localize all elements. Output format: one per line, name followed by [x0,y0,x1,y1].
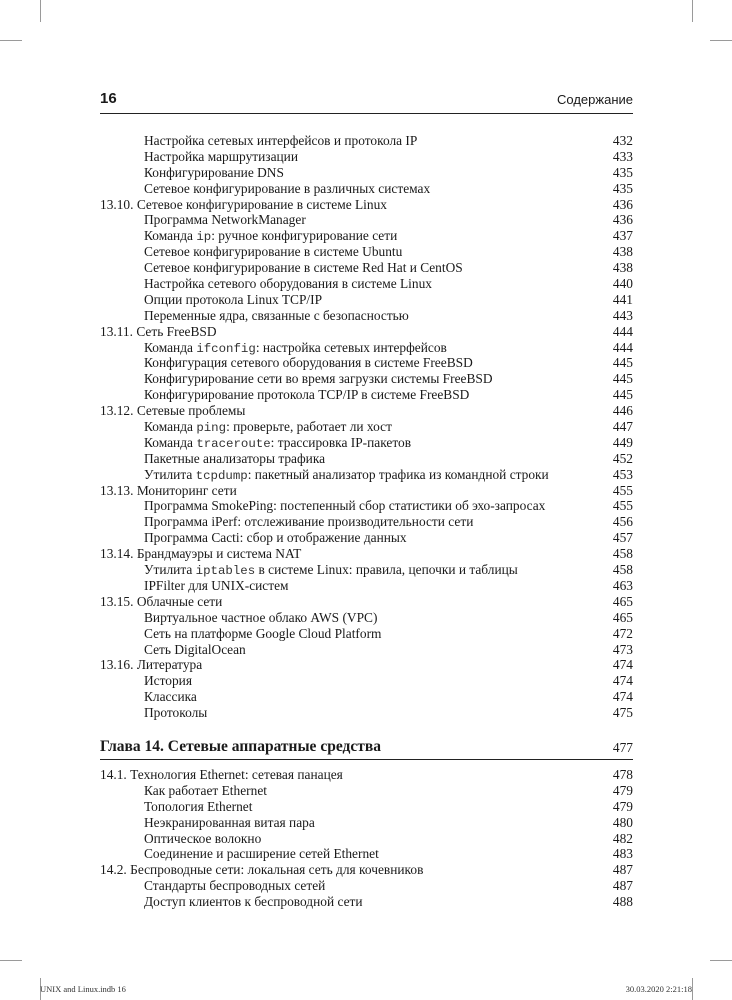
toc-entry-text: Стандарты беспроводных сетей [144,878,326,894]
toc-subsection-entry [100,642,633,658]
chapter-rule [100,759,633,760]
crop-mark [0,40,22,41]
toc-entry-page: 458 [612,546,633,562]
toc-entry-page: 479 [612,798,633,814]
toc-entry-title [144,846,379,862]
toc-entry-page: 482 [612,830,633,846]
toc-subsection-entry [100,626,633,642]
toc-entry-title [100,767,343,783]
toc-entry-title [144,212,306,228]
toc-entry-text: : ручное конфигурирование сети [211,228,398,244]
toc-entry-title [100,483,237,499]
crop-mark [692,978,693,1000]
toc-entry-page: 435 [612,180,633,196]
toc-entry-text: 13.15. Облачные сети [100,593,223,609]
toc-entry-title [100,197,387,213]
chapter-title: Глава 14. Сетевые аппаратные средства [100,737,381,755]
toc-entry-title [144,689,197,705]
toc-entry-text: 13.12. Сетевые проблемы [100,403,246,419]
toc-entry-page: 473 [612,641,633,657]
toc-subsection-entry [100,498,633,514]
toc-subsection-entry [100,815,633,831]
toc-subsection-entry [100,228,633,244]
toc-entry-text: Утилита [144,466,196,482]
toc-entry-title [144,260,463,276]
toc-entry-text: : настройка сетевых интерфейсов [255,339,447,355]
toc-entry-page: 443 [612,307,633,323]
toc-section-entry [100,594,633,610]
toc-subsection-entry [100,133,633,149]
toc-section-entry [100,767,633,783]
toc-subsection-entry [100,308,633,324]
toc-entry-text: Неэкранированная витая пара [144,814,315,830]
toc-entry-title [144,642,246,658]
toc-entry-text: Пакетные анализаторы трафика [144,450,326,466]
toc-entry-title [144,181,430,197]
toc-entry-title [100,324,217,340]
toc-subsection-entry [100,689,633,705]
toc-entry-text: Переменные ядра, связанные с безопасностью [144,307,409,323]
toc-section-entry [100,657,633,673]
toc-entry-text: Настройка маршрутизации [144,148,299,164]
toc-entry-title [100,403,245,419]
table-of-contents [100,133,633,910]
toc-subsection-entry [100,260,633,276]
toc-entry-text: 13.13. Мониторинг сети [100,482,237,498]
toc-entry-title [100,657,202,673]
toc-subsection-entry [100,831,633,847]
toc-entry-title [144,514,473,530]
page-header [100,90,633,112]
toc-entry-text: : проверьте, работает ли хост [226,419,392,435]
toc-entry-page: 449 [612,434,633,450]
toc-entry-title [100,862,423,878]
toc-subsection-entry [100,355,633,371]
crop-mark [710,40,732,41]
toc-entry-text: Конфигурация сетевого оборудования в системе FreeBSD [144,355,473,371]
toc-entry-title [144,878,325,894]
toc-entry-text: Сеть DigitalOcean [144,641,246,657]
toc-section-entry [100,197,633,213]
toc-entry-page: 465 [612,609,633,625]
toc-entry-text: IPFilter для UNIX-систем [144,577,289,593]
toc-entry-text: 13.14. Брандмауэры и система NAT [100,546,302,562]
toc-entry-text: Настройка сетевого оборудования в системе Linux [144,276,432,292]
page-number: 16 [100,90,117,107]
toc-entry-page: 438 [612,260,633,276]
toc-entry-text: Конфигурирование сети во время загрузки системы FreeBSD [144,371,493,387]
toc-entry-text: : трассировка IP-пакетов [270,434,412,450]
toc-subsection-entry [100,419,633,435]
toc-entry-page: 480 [612,814,633,830]
toc-subsection-entry [100,610,633,626]
toc-entry-text: Соединение и расширение сетей Ethernet [144,846,379,862]
toc-entry-text: Программа Cacti: сбор и отображение данных [144,530,407,546]
toc-entry-page: 488 [612,894,633,910]
toc-entry-page: 479 [612,782,633,798]
toc-subsection-entry [100,165,633,181]
header-rule [100,113,633,114]
toc-subsection-entry [100,244,633,260]
toc-section-13 [100,133,633,721]
toc-subsection-entry [100,562,633,578]
toc-section-entry [100,862,633,878]
command-name: ifconfig [196,341,256,356]
toc-section-entry [100,546,633,562]
chapter-heading [100,734,633,760]
toc-entry-title [144,894,363,910]
toc-entry-page: 474 [612,673,633,689]
toc-entry-text: История [144,673,193,689]
toc-entry-page: 487 [612,878,633,894]
toc-entry-text: Сеть на платформе Google Cloud Platform [144,625,382,641]
toc-entry-text: : пакетный анализатор трафика из командной строки [247,466,549,482]
toc-entry-text: 14.1. Технология Ethernet: сетевая панацея [100,766,343,782]
toc-entry-title [144,815,315,831]
toc-entry-text: Конфигурирование DNS [144,164,284,180]
toc-entry-text: Программа iPerf: отслеживание производительности сети [144,514,474,530]
crop-mark [40,0,41,22]
chapter-page: 477 [612,739,633,755]
toc-entry-title [144,705,207,721]
toc-entry-page: 447 [612,419,633,435]
toc-entry-text: Оптическое волокно [144,830,262,846]
toc-entry-text: Настройка сетевых интерфейсов и протокола IP [144,133,418,148]
toc-subsection-entry [100,340,633,356]
toc-entry-page: 478 [612,766,633,782]
running-head: Содержание [557,92,633,107]
toc-subsection-entry [100,514,633,530]
toc-entry-text: Классика [144,689,197,705]
toc-entry-text: 13.16. Литература [100,657,203,673]
toc-entry-text: в системе Linux: правила, цепочки и таблицы [255,562,518,578]
toc-entry-page: 436 [612,212,633,228]
toc-entry-title [144,355,473,371]
toc-entry-text: Программа NetworkManager [144,212,306,228]
toc-entry-title [144,244,402,260]
toc-subsection-entry [100,846,633,862]
toc-entry-text: 13.10. Сетевое конфигурирование в системе Linux [100,196,387,212]
toc-subsection-entry [100,705,633,721]
toc-entry-page: 472 [612,625,633,641]
toc-entry-title [144,530,407,546]
command-name: ip [196,230,212,245]
toc-entry-text: 14.2. Беспроводные сети: локальная сеть для кочевников [100,862,424,878]
toc-entry-title [144,308,409,324]
toc-section-entry [100,324,633,340]
toc-entry-text: Программа SmokePing: постепенный сбор статистики об эхо-запросах [144,498,546,514]
toc-subsection-entry [100,371,633,387]
toc-entry-page: 455 [612,482,633,498]
toc-subsection-entry [100,578,633,594]
toc-entry-page: 456 [612,514,633,530]
toc-entry-page: 444 [612,339,633,355]
crop-mark [0,960,22,961]
command-name: tcpdump [195,468,248,483]
toc-subsection-entry [100,783,633,799]
toc-entry-text: Как работает Ethernet [144,782,267,798]
command-name: ping [196,421,227,436]
toc-entry-page: 465 [612,593,633,609]
toc-entry-page: 444 [612,323,633,339]
toc-subsection-entry [100,181,633,197]
toc-entry-page: 463 [612,577,633,593]
toc-entry-text: Команда [144,434,197,450]
toc-entry-text: Команда [144,228,197,244]
print-footer-timestamp: 30.03.2020 2:21:18 [625,984,692,994]
toc-entry-page: 445 [612,355,633,371]
toc-entry-title [144,610,377,626]
toc-entry-title [144,498,545,514]
toc-subsection-entry [100,212,633,228]
toc-entry-page: 445 [612,387,633,403]
toc-entry-title [144,451,325,467]
toc-section-entry [100,403,633,419]
print-footer-file: UNIX and Linux.indb 16 [40,984,126,994]
toc-entry-page: 440 [612,276,633,292]
toc-section-entry [100,483,633,499]
toc-subsection-entry [100,149,633,165]
toc-entry-text: Топология Ethernet [144,798,253,814]
toc-entry-text: Команда [144,339,197,355]
toc-subsection-entry [100,435,633,451]
toc-subsection-entry [100,530,633,546]
toc-entry-page: 437 [612,228,633,244]
toc-entry-title [100,594,222,610]
toc-entry-title [144,292,322,308]
toc-entry-page: 438 [612,244,633,260]
toc-entry-text: Доступ клиентов к беспроводной сети [144,894,363,910]
toc-section-14 [100,767,633,910]
toc-entry-page: 436 [612,196,633,212]
toc-subsection-entry [100,894,633,910]
toc-entry-text: Протоколы [144,705,208,721]
toc-entry-page: 445 [612,371,633,387]
toc-entry-title [100,546,301,562]
toc-entry-title [144,673,192,689]
toc-subsection-entry [100,292,633,308]
toc-entry-page: 433 [612,148,633,164]
toc-entry-page: 455 [612,498,633,514]
toc-entry-title [144,626,381,642]
toc-entry-text: Сетевое конфигурирование в системе Red Hat и CentOS [144,260,463,276]
toc-entry-text: Опции протокола Linux TCP/IP [144,291,323,307]
crop-mark [692,0,693,22]
toc-entry-title [144,799,252,815]
toc-entry-title [144,831,261,847]
toc-entry-page: 453 [612,466,633,482]
toc-entry-title [144,578,289,594]
toc-entry-text: Утилита [144,562,196,578]
toc-entry-page: 483 [612,846,633,862]
toc-entry-page: 441 [612,291,633,307]
toc-entry-text: 13.11. Сеть FreeBSD [100,323,217,339]
crop-mark [710,960,732,961]
toc-entry-text: Команда [144,419,197,435]
toc-entry-page: 452 [612,450,633,466]
toc-entry-title [144,149,298,165]
toc-entry-page: 458 [612,562,633,578]
command-name: iptables [195,564,256,579]
toc-entry-page: 457 [612,530,633,546]
toc-entry-page: 487 [612,862,633,878]
toc-subsection-entry [100,451,633,467]
toc-subsection-entry [100,467,633,483]
toc-entry-title [144,387,469,403]
toc-entry-page: 446 [612,403,633,419]
toc-entry-page: 475 [612,705,633,721]
toc-subsection-entry [100,387,633,403]
toc-entry-page: 435 [612,164,633,180]
toc-entry-title [144,371,493,387]
toc-entry-text: Конфигурирование протокола TCP/IP в системе FreeBSD [144,387,470,403]
toc-entry-page: 474 [612,657,633,673]
toc-subsection-entry [100,276,633,292]
toc-entry-text: Сетевое конфигурирование в системе Ubuntu [144,244,403,260]
toc-entry-title [144,133,417,149]
toc-entry-title [144,165,284,181]
toc-entry-title [144,783,267,799]
toc-subsection-entry [100,799,633,815]
toc-entry-page: 432 [612,133,633,148]
toc-entry-text: Сетевое конфигурирование в различных системах [144,180,431,196]
toc-entry-text: Виртуальное частное облако AWS (VPC) [144,609,378,625]
toc-entry-title [144,276,432,292]
toc-subsection-entry [100,878,633,894]
command-name: traceroute [196,436,271,451]
toc-subsection-entry [100,673,633,689]
toc-entry-page: 474 [612,689,633,705]
